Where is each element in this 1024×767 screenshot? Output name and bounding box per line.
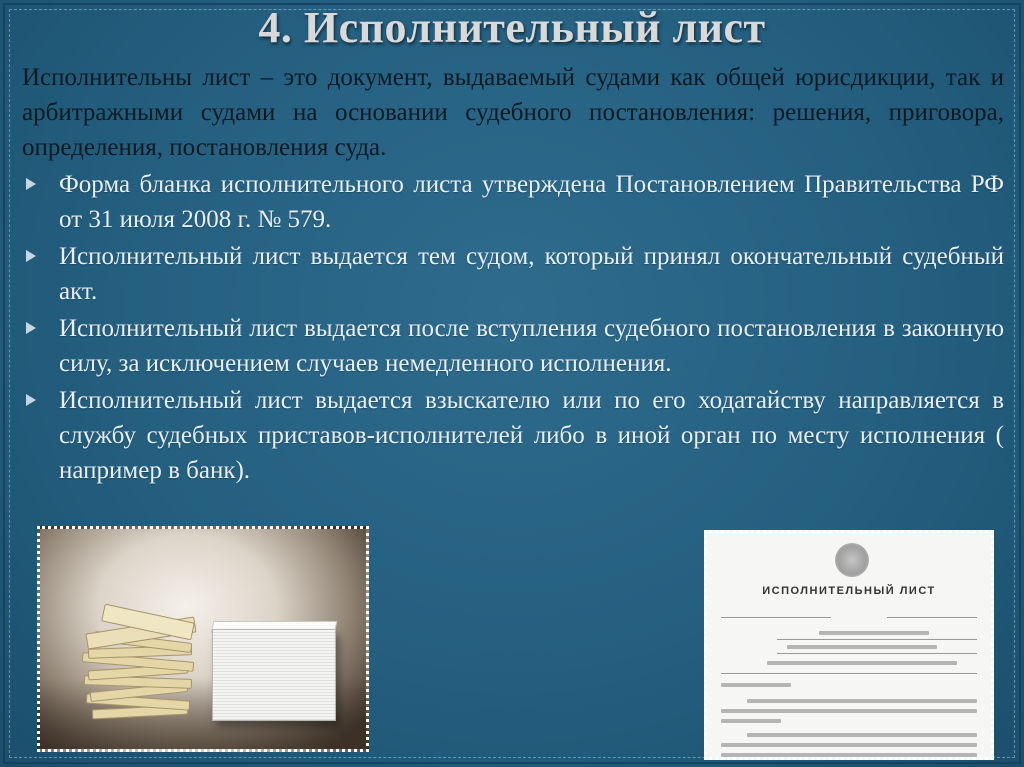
bullet-text: Исполнительный лист выдается взыскателю или по его ходатайству направляется в службу судебных приставов-исполнителей либо в иной орган по месту исполнения ( например в банк). (59, 387, 1004, 484)
intro-paragraph: Исполнительны лист – это документ, выдаваемый судами как общей юрисдикции, так и арбитражными судами на основании судебного постановления: решения, приговора, определения, постановления суда. (22, 64, 1004, 161)
triangle-right-icon (26, 178, 36, 190)
paper-stack-photo (37, 526, 369, 752)
writ-document-image (704, 530, 994, 760)
bullet-text: Исполнительный лист выдается тем судом, который принял окончательный судебный акт. (59, 243, 1004, 305)
document-title: ИСПОЛНИТЕЛЬНЫЙ ЛИСТ (762, 585, 936, 597)
triangle-right-icon (26, 250, 36, 262)
slide-title: 4. Исполнительный лист (258, 3, 766, 52)
bullet-text: Форма бланка исполнительного листа утверждена Постановлением Правительства РФ от 31 июля 2008 г. № 579. (59, 171, 1004, 233)
bullet-item (22, 167, 1004, 237)
coat-of-arms-emblem (835, 543, 869, 577)
bullet-item (22, 239, 1004, 309)
loose-papers-pile (82, 611, 202, 719)
neat-paper-stack (212, 629, 336, 721)
bullet-item (22, 311, 1004, 381)
bullet-text: Исполнительный лист выдается после вступления судебного постановления в законную силу, за исключением случаев немедленного исполнения. (59, 315, 1004, 377)
bullet-list (22, 167, 1004, 490)
triangle-right-icon (26, 322, 36, 334)
bullet-item (22, 383, 1004, 488)
triangle-right-icon (26, 394, 36, 406)
